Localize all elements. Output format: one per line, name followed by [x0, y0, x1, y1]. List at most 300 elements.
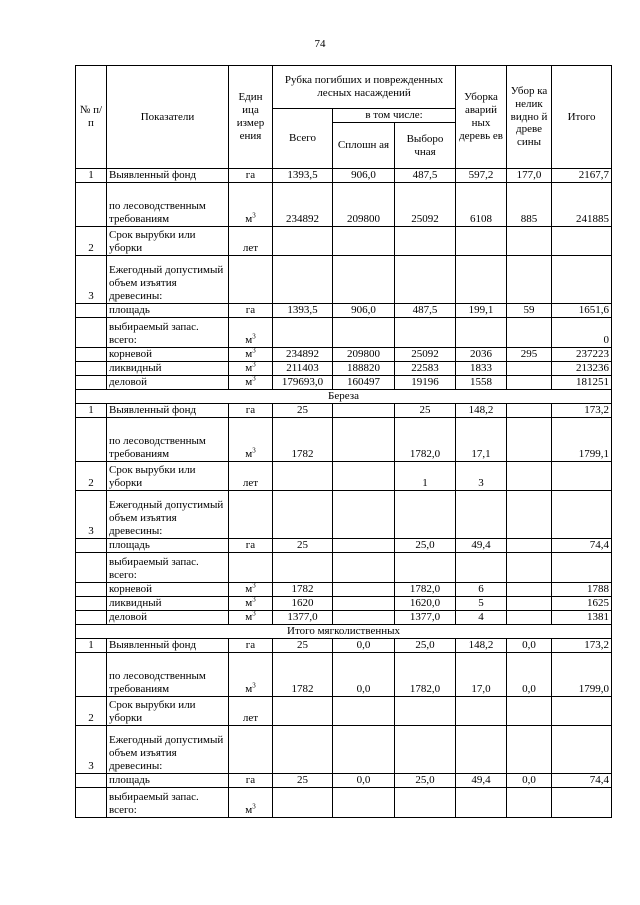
row-label — [107, 417, 229, 461]
total-cell-text: 25 — [297, 773, 308, 786]
itogo-cell — [552, 582, 612, 596]
clear-cutting-cell — [333, 303, 395, 317]
row-number — [76, 538, 107, 552]
total-cell-text: 1377,0 — [287, 610, 318, 623]
row-label-text: по лесоводственным требованиям — [109, 669, 206, 695]
emergency-trees-cell-text: 597,2 — [468, 169, 494, 181]
itogo-cell — [552, 773, 612, 787]
emergency-trees-cell — [456, 403, 507, 417]
row-label-text: корневой — [109, 582, 153, 595]
itogo-cell-text: 241885 — [576, 213, 610, 225]
unit-cell — [229, 652, 273, 696]
total-cell — [273, 538, 333, 552]
selective-cutting-cell-text: 487,5 — [412, 303, 438, 316]
emergency-trees-cell — [456, 226, 507, 255]
col-header-illiquid: Убор ка нелик видно й древе сины — [507, 66, 552, 169]
row-number-text: 3 — [88, 290, 94, 302]
table-row — [76, 303, 612, 317]
itogo-cell — [552, 317, 612, 347]
emergency-trees-cell — [456, 538, 507, 552]
clear-cutting-cell — [333, 169, 395, 183]
clear-cutting-cell-text: 209800 — [347, 347, 380, 360]
emergency-trees-cell-text: 6108 — [470, 213, 493, 225]
table-row — [76, 403, 612, 417]
total-cell — [273, 303, 333, 317]
illiquid-wood-cell — [507, 652, 552, 696]
row-number-text: 3 — [88, 759, 94, 772]
clear-cutting-cell-text: 0,0 — [356, 682, 371, 695]
total-cell-text: 1782 — [291, 582, 314, 595]
emergency-trees-cell — [456, 787, 507, 817]
col-header-num: № п/п — [76, 66, 107, 169]
row-number — [76, 417, 107, 461]
clear-cutting-cell-text: 188820 — [347, 361, 380, 374]
unit-cell — [229, 596, 273, 610]
itogo-cell-text: 1799,0 — [578, 682, 610, 695]
unit-cell-text: га — [245, 638, 256, 651]
emergency-trees-cell — [456, 610, 507, 624]
row-label — [107, 787, 229, 817]
itogo-cell-text: 1651,6 — [578, 303, 610, 316]
emergency-trees-cell — [456, 652, 507, 696]
table-row — [76, 638, 612, 652]
clear-cutting-cell — [333, 773, 395, 787]
cubic-superscript: 3 — [252, 446, 256, 455]
unit-cell-text: га — [245, 403, 256, 416]
row-label-text: Ежегодный допустимый объем изъятия древесины: — [109, 733, 224, 772]
cubic-superscript: 3 — [252, 347, 256, 355]
total-cell — [273, 787, 333, 817]
row-label — [107, 490, 229, 538]
selective-cutting-cell — [395, 255, 456, 303]
row-label — [107, 361, 229, 375]
clear-cutting-cell — [333, 610, 395, 624]
col-header-clear: Сплошн ая — [333, 123, 395, 169]
illiquid-wood-cell — [507, 538, 552, 552]
total-cell — [273, 226, 333, 255]
table-row — [76, 461, 612, 490]
row-number-text: 2 — [88, 242, 94, 254]
table-row — [76, 696, 612, 725]
clear-cutting-cell-text: 0,0 — [356, 773, 371, 786]
itogo-cell-text: 181251 — [576, 375, 610, 388]
emergency-trees-cell-text: 1558 — [470, 375, 493, 388]
illiquid-wood-cell — [507, 773, 552, 787]
selective-cutting-cell-text: 19196 — [411, 375, 439, 388]
section-title: Береза — [76, 389, 612, 403]
cubic-superscript: 3 — [252, 375, 256, 383]
emergency-trees-cell — [456, 582, 507, 596]
row-label — [107, 538, 229, 552]
col-header-emergency: Уборка аварий ных деревь ев — [456, 66, 507, 169]
unit-cell — [229, 638, 273, 652]
emergency-trees-cell — [456, 303, 507, 317]
itogo-cell — [552, 375, 612, 389]
row-number — [76, 652, 107, 696]
emergency-trees-cell — [456, 417, 507, 461]
itogo-cell — [552, 461, 612, 490]
unit-cell — [229, 787, 273, 817]
selective-cutting-cell — [395, 461, 456, 490]
unit-cell — [229, 361, 273, 375]
table-row — [76, 610, 612, 624]
illiquid-wood-cell — [507, 347, 552, 361]
itogo-cell — [552, 638, 612, 652]
clear-cutting-cell — [333, 182, 395, 226]
total-cell-text: 25 — [297, 403, 308, 416]
selective-cutting-cell — [395, 773, 456, 787]
section-header-row — [76, 624, 612, 638]
row-label-text: площадь — [109, 303, 150, 316]
emergency-trees-cell — [456, 255, 507, 303]
row-label — [107, 596, 229, 610]
total-cell-text: 1620 — [291, 596, 314, 609]
selective-cutting-cell-text: 25,0 — [415, 638, 435, 651]
selective-cutting-cell-text: 25,0 — [415, 773, 435, 786]
row-label-text: по лесоводственным требованиям — [109, 434, 206, 460]
cubic-superscript: 3 — [252, 361, 256, 369]
unit-cell — [229, 696, 273, 725]
table-row — [76, 652, 612, 696]
clear-cutting-cell — [333, 638, 395, 652]
unit-cell — [229, 226, 273, 255]
illiquid-wood-cell — [507, 552, 552, 582]
illiquid-wood-cell — [507, 317, 552, 347]
row-label — [107, 255, 229, 303]
total-cell — [273, 403, 333, 417]
itogo-cell-text: 213236 — [576, 361, 610, 374]
total-cell-text: 211403 — [286, 361, 319, 374]
emergency-trees-cell — [456, 169, 507, 183]
itogo-cell-text: 1788 — [587, 582, 610, 595]
row-label-text: Выявленный фонд — [109, 169, 197, 181]
itogo-cell — [552, 169, 612, 183]
unit-cell — [229, 169, 273, 183]
row-number — [76, 490, 107, 538]
selective-cutting-cell-text: 25092 — [411, 347, 439, 360]
section-header-row — [76, 389, 612, 403]
row-label — [107, 696, 229, 725]
clear-cutting-cell — [333, 361, 395, 375]
unit-cell-text: лет — [242, 476, 259, 489]
emergency-trees-cell-text: 4 — [478, 610, 484, 623]
clear-cutting-cell — [333, 403, 395, 417]
unit-cell — [229, 403, 273, 417]
itogo-cell — [552, 226, 612, 255]
emergency-trees-cell — [456, 361, 507, 375]
illiquid-wood-cell — [507, 610, 552, 624]
row-label — [107, 403, 229, 417]
illiquid-wood-cell — [507, 596, 552, 610]
illiquid-wood-cell — [507, 361, 552, 375]
unit-cell — [229, 347, 273, 361]
selective-cutting-cell — [395, 403, 456, 417]
clear-cutting-cell — [333, 696, 395, 725]
itogo-cell — [552, 490, 612, 538]
col-header-total: Всего — [273, 109, 333, 169]
illiquid-wood-cell — [507, 696, 552, 725]
illiquid-wood-cell — [507, 787, 552, 817]
selective-cutting-cell-text: 487,5 — [412, 169, 438, 181]
cubic-superscript: 3 — [252, 596, 256, 604]
row-number — [76, 696, 107, 725]
row-number — [76, 638, 107, 652]
row-label-text: ликвидный — [109, 361, 162, 374]
itogo-cell — [552, 610, 612, 624]
row-number — [76, 403, 107, 417]
selective-cutting-cell — [395, 787, 456, 817]
forest-cutting-table — [75, 65, 612, 818]
row-label-text: Срок вырубки или уборки — [109, 229, 196, 254]
unit-cell — [229, 725, 273, 773]
total-cell — [273, 255, 333, 303]
emergency-trees-cell — [456, 182, 507, 226]
row-label — [107, 725, 229, 773]
row-number-text: 1 — [88, 638, 94, 651]
clear-cutting-cell — [333, 417, 395, 461]
unit-cell — [229, 773, 273, 787]
illiquid-wood-cell — [507, 303, 552, 317]
emergency-trees-cell-text: 199,1 — [468, 303, 494, 316]
illiquid-wood-cell — [507, 417, 552, 461]
row-label-text: площадь — [109, 773, 150, 786]
row-label — [107, 773, 229, 787]
illiquid-wood-cell — [507, 725, 552, 773]
itogo-cell — [552, 652, 612, 696]
emergency-trees-cell — [456, 696, 507, 725]
selective-cutting-cell — [395, 638, 456, 652]
emergency-trees-cell-text: 148,2 — [468, 403, 494, 416]
illiquid-wood-cell — [507, 375, 552, 389]
itogo-cell — [552, 417, 612, 461]
selective-cutting-cell — [395, 375, 456, 389]
clear-cutting-cell — [333, 538, 395, 552]
row-number-text: 2 — [88, 476, 94, 489]
emergency-trees-cell — [456, 596, 507, 610]
row-label — [107, 303, 229, 317]
row-number — [76, 361, 107, 375]
emergency-trees-cell-text: 17,0 — [471, 682, 491, 695]
table-row — [76, 347, 612, 361]
row-number — [76, 596, 107, 610]
row-label-text: по лесоводственным требованиям — [109, 200, 206, 225]
selective-cutting-cell — [395, 610, 456, 624]
col-header-itogo: Итого — [552, 66, 612, 169]
selective-cutting-cell — [395, 490, 456, 538]
table-row — [76, 787, 612, 817]
row-label-text: Срок вырубки или уборки — [109, 698, 196, 724]
unit-cell-text: м — [245, 213, 253, 225]
emergency-trees-cell-text: 49,4 — [471, 538, 491, 551]
row-label — [107, 610, 229, 624]
row-number — [76, 773, 107, 787]
selective-cutting-cell-text: 1782,0 — [409, 682, 441, 695]
unit-cell-text: лет — [242, 711, 259, 724]
selective-cutting-cell-text: 1782,0 — [409, 582, 441, 595]
unit-cell-text: лет — [242, 242, 259, 254]
unit-cell-text: м — [245, 347, 253, 360]
itogo-cell-text: 2167,7 — [578, 169, 610, 181]
total-cell-text: 1782 — [291, 447, 314, 460]
row-label-text: корневой — [109, 347, 153, 360]
table-row — [76, 361, 612, 375]
table-row — [76, 169, 612, 183]
total-cell — [273, 375, 333, 389]
unit-cell-text: га — [245, 169, 256, 181]
itogo-cell — [552, 696, 612, 725]
row-label-text: выбираемый запас. всего: — [109, 555, 199, 581]
emergency-trees-cell-text: 17,1 — [471, 447, 491, 460]
table-row — [76, 552, 612, 582]
total-cell — [273, 552, 333, 582]
unit-cell-text: м — [245, 375, 253, 388]
clear-cutting-cell — [333, 582, 395, 596]
row-number — [76, 375, 107, 389]
selective-cutting-cell-text: 1377,0 — [409, 610, 441, 623]
clear-cutting-cell — [333, 226, 395, 255]
row-label-text: Выявленный фонд — [109, 403, 197, 416]
emergency-trees-cell — [456, 725, 507, 773]
selective-cutting-cell-text: 1 — [422, 476, 428, 489]
row-number — [76, 182, 107, 226]
illiquid-wood-cell-text: 0,0 — [522, 682, 536, 695]
total-cell — [273, 582, 333, 596]
selective-cutting-cell — [395, 538, 456, 552]
total-cell-text: 234892 — [286, 347, 319, 360]
total-cell — [273, 596, 333, 610]
selective-cutting-cell-text: 22583 — [411, 361, 439, 374]
selective-cutting-cell — [395, 182, 456, 226]
total-cell-text: 1393,5 — [287, 169, 318, 181]
row-label-text: деловой — [109, 610, 147, 623]
table-row — [76, 417, 612, 461]
total-cell — [273, 610, 333, 624]
itogo-cell-text: 173,2 — [584, 638, 610, 651]
clear-cutting-cell — [333, 317, 395, 347]
unit-cell-text: м — [245, 582, 253, 595]
row-number — [76, 725, 107, 773]
total-cell — [273, 317, 333, 347]
illiquid-wood-cell — [507, 403, 552, 417]
total-cell — [273, 773, 333, 787]
cubic-superscript: 3 — [252, 681, 256, 690]
row-number-text: 1 — [88, 403, 94, 416]
itogo-cell — [552, 403, 612, 417]
table-row — [76, 582, 612, 596]
total-cell — [273, 417, 333, 461]
unit-cell-text: м — [245, 803, 253, 816]
illiquid-wood-cell — [507, 461, 552, 490]
itogo-cell-text: 0 — [603, 333, 610, 346]
total-cell — [273, 696, 333, 725]
emergency-trees-cell-text: 6 — [478, 582, 484, 595]
emergency-trees-cell-text: 3 — [478, 476, 484, 489]
selective-cutting-cell — [395, 361, 456, 375]
selective-cutting-cell — [395, 596, 456, 610]
row-label — [107, 582, 229, 596]
row-number — [76, 582, 107, 596]
row-number — [76, 226, 107, 255]
row-label — [107, 182, 229, 226]
cubic-superscript: 3 — [252, 610, 256, 618]
illiquid-wood-cell — [507, 169, 552, 183]
itogo-cell-text: 74,4 — [589, 773, 610, 786]
total-cell — [273, 182, 333, 226]
illiquid-wood-cell-text: 885 — [520, 213, 538, 225]
selective-cutting-cell — [395, 417, 456, 461]
clear-cutting-cell — [333, 787, 395, 817]
row-number-text: 1 — [88, 169, 94, 181]
illiquid-wood-cell — [507, 255, 552, 303]
row-number-text: 3 — [88, 524, 94, 537]
table-row — [76, 596, 612, 610]
clear-cutting-cell — [333, 725, 395, 773]
total-cell-text: 1393,5 — [287, 303, 318, 316]
row-number — [76, 255, 107, 303]
col-header-cutting-group: Рубка погибших и поврежденных лесных насаждений — [273, 66, 456, 109]
total-cell — [273, 347, 333, 361]
unit-cell — [229, 303, 273, 317]
row-number — [76, 461, 107, 490]
clear-cutting-cell — [333, 490, 395, 538]
table-row — [76, 317, 612, 347]
selective-cutting-cell — [395, 226, 456, 255]
total-cell — [273, 169, 333, 183]
total-cell — [273, 490, 333, 538]
row-label-text: площадь — [109, 538, 150, 551]
col-header-including: в том числе: — [333, 109, 456, 123]
emergency-trees-cell — [456, 490, 507, 538]
illiquid-wood-cell-text: 177,0 — [516, 169, 542, 181]
itogo-cell — [552, 538, 612, 552]
selective-cutting-cell — [395, 652, 456, 696]
table-body — [76, 169, 612, 818]
selective-cutting-cell — [395, 303, 456, 317]
row-label — [107, 375, 229, 389]
emergency-trees-cell — [456, 773, 507, 787]
selective-cutting-cell-text: 25092 — [411, 213, 439, 225]
section-title: Итого мягколиственных — [76, 624, 612, 638]
table-row — [76, 725, 612, 773]
illiquid-wood-cell — [507, 582, 552, 596]
row-number-text: 2 — [88, 711, 94, 724]
unit-cell — [229, 375, 273, 389]
illiquid-wood-cell-text: 295 — [520, 347, 538, 360]
illiquid-wood-cell-text: 0,0 — [522, 638, 536, 651]
itogo-cell-text: 1381 — [587, 610, 610, 623]
table-row — [76, 182, 612, 226]
table-row — [76, 226, 612, 255]
unit-cell — [229, 582, 273, 596]
table-row — [76, 773, 612, 787]
cubic-superscript: 3 — [252, 332, 256, 341]
emergency-trees-cell — [456, 552, 507, 582]
selective-cutting-cell-text: 25 — [419, 403, 431, 416]
total-cell-text: 1782 — [291, 682, 314, 695]
itogo-cell — [552, 596, 612, 610]
selective-cutting-cell — [395, 169, 456, 183]
clear-cutting-cell — [333, 652, 395, 696]
row-label — [107, 226, 229, 255]
row-label-text: Выявленный фонд — [109, 638, 197, 651]
row-label — [107, 461, 229, 490]
col-header-unit: Един ица измер ения — [229, 66, 273, 169]
table-row — [76, 375, 612, 389]
table-row — [76, 255, 612, 303]
clear-cutting-cell-text: 906,0 — [351, 303, 376, 316]
cubic-superscript: 3 — [252, 211, 256, 220]
selective-cutting-cell-text: 1782,0 — [409, 447, 441, 460]
